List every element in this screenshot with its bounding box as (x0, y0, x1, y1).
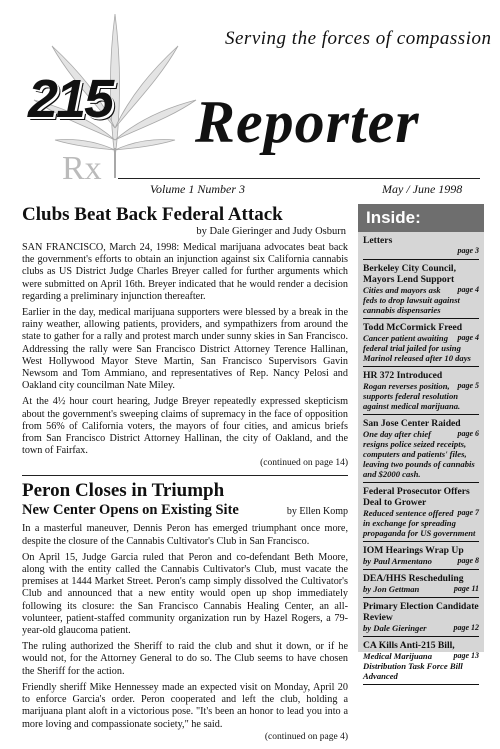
masthead-number: 215 (28, 69, 113, 129)
inside-item-desc-row (363, 429, 479, 479)
article-divider (22, 475, 348, 476)
inside-item-desc: Cities and mayors ask feds to drop lawsuit against cannabis dispensaries (363, 285, 460, 315)
inside-item-desc: Medical Marijuana Distribution Task Force Bill Advanced (363, 651, 463, 681)
issue-date: May / June 1998 (382, 182, 463, 196)
inside-list (358, 232, 484, 685)
article2-paragraph: In a masterful maneuver, Dennis Peron has emerged triumphant once more, despite the closure of the Cannabis Cultivator's Club in San Francisco. (22, 523, 348, 547)
inside-item-desc: by Jon Gettman (363, 584, 420, 594)
article2-subhead: New Center Opens on Existing Site (22, 502, 239, 519)
inside-item-desc: Rogan reverses position, supports federal resolution against medical marijuana. (363, 381, 461, 411)
article2-subhead-row (22, 502, 348, 519)
article2-continued: (continued on page 4) (264, 731, 348, 742)
inside-item-page: page 4 (457, 285, 479, 294)
inside-item-desc-row (363, 623, 479, 633)
inside-item-desc: Reduced sentence offered in exchange for spreading propaganda for US government (363, 508, 476, 538)
masthead-divider (118, 178, 480, 179)
inside-item[interactable] (363, 260, 479, 319)
inside-item[interactable] (363, 415, 479, 483)
inside-item-desc-row (363, 381, 479, 411)
article1-byline: by Dale Gieringer and Judy Osburn (196, 226, 346, 237)
article1-headline: Clubs Beat Back Federal Attack (22, 204, 283, 225)
inside-item[interactable] (363, 598, 479, 637)
inside-item-page: page 12 (453, 623, 479, 632)
article2-byline: by Ellen Komp (286, 506, 348, 518)
article1-paragraph: At the 4½ hour court hearing, Judge Breyer repeatedly expressed skepticism about the government's sweeping claims of supremacy in the face of opposition from 56% of California voters, the mayors of four cities, and amicus briefs from San Francisco District Attorney Hallinan, the city of Oakland, and the town of Fairfax. (22, 396, 348, 457)
inside-item-title: CA Kills Anti-215 Bill, (363, 640, 455, 651)
inside-item-title: DEA/HHS Rescheduling (363, 573, 464, 584)
inside-item-title: IOM Hearings Wrap Up (363, 545, 464, 556)
inside-item[interactable] (363, 319, 479, 367)
inside-item-page: page 13 (453, 651, 479, 660)
inside-item-title: Letters (363, 235, 393, 246)
inside-item-title: Todd McCormick Freed (363, 322, 463, 333)
article1-paragraph: SAN FRANCISCO, March 24, 1998: Medical marijuana advocates beat back the government's efforts to obtain an injunction against six California cannabis clubs as US District Judge Charles Breyer called for further arguments which were submitted on April 16th. Breyer indicated that he would render a decision regarding a preliminary injunction thereafter. (22, 242, 348, 302)
inside-item-desc-row (363, 584, 479, 594)
article2-paragraph: Friendly sheriff Mike Hennessey made an expected visit on Monday, April 20 to enforce Garcia's order. Peron cooperated and left the club, holding a marijuana plant aloft in a victorious pose. "It's been an honor to lead you into a more loving and compassionate society," he said. (22, 681, 348, 730)
rx-symbol: Rx (62, 150, 102, 187)
article1-continued: (continued on page 14) (260, 458, 348, 469)
inside-item[interactable] (363, 570, 479, 598)
inside-item-page: page 4 (457, 333, 479, 342)
inside-item-page: page 7 (457, 508, 479, 517)
masthead-title: Reporter (195, 89, 420, 155)
article2-headline: Peron Closes in Triumph (22, 480, 225, 502)
inside-item-title: Federal Prosecutor Offers Deal to Grower (363, 486, 470, 508)
inside-item-desc: Cancer patient awaiting federal trial jailed for using Marinol released after 10 days (363, 333, 471, 363)
inside-item-desc-row (363, 651, 479, 681)
inside-item-title: San Jose Center Raided (363, 418, 461, 429)
inside-item-page: page 8 (457, 556, 479, 565)
inside-item[interactable] (363, 232, 479, 260)
article2-paragraph: On April 15, Judge Garcia ruled that Peron and co-defendant Beth Moore, along with the entity called the Cannabis Cultivator's Club, must vacate the premises at 1444 Market Street. Peron's camp simply dissolved the Cultivator's Club and announced that a new entity would open up shop immediately following its closure: the San Francisco Cannabis Healing Center, an all-volunteer, patient-staffed community organization run by Hazel Rogers, a 79-year-old glaucoma patient. (22, 551, 348, 637)
inside-item-desc-row (363, 333, 479, 363)
inside-item[interactable] (363, 483, 479, 542)
inside-item[interactable] (363, 637, 479, 685)
inside-item-desc-row (363, 246, 479, 256)
inside-item-page: page 3 (457, 246, 479, 255)
inside-item[interactable] (363, 367, 479, 415)
masthead (0, 0, 500, 196)
inside-item-page: page 11 (453, 584, 479, 593)
masthead-tagline: Serving the forces of compassion (225, 28, 492, 49)
inside-item-desc-row (363, 508, 479, 538)
inside-sidebar (358, 204, 484, 681)
inside-item-desc: by Dale Gieringer (363, 623, 427, 633)
issue-volume: Volume 1 Number 3 (150, 182, 245, 196)
main-column (22, 204, 348, 749)
inside-heading: Inside: (358, 204, 484, 232)
inside-item-desc-row (363, 556, 479, 566)
article1-paragraph: Earlier in the day, medical marijuana supporters were blessed by a break in the rainy weather, allowing patients, providers, and sympathizers from around the state to gather for a rally and protest march under sunny skies in San Francisco. Addressing the rally were San Francisco District Attorney Terence Hallinan, West Hollywood Mayor Steve Martin, San Francisco Supervisors Gavin Newsom and Tom Ammiano, and representatives of Rep. Nancy Pelosi and Oakland city councilman Nate Miley. (22, 307, 348, 392)
inside-item-desc: by Paul Armentano (363, 556, 432, 566)
inside-item-title: Berkeley City Council, Mayors Lend Support (363, 263, 456, 285)
inside-item-page: page 5 (457, 381, 479, 390)
inside-item-page: page 6 (457, 429, 479, 438)
inside-item-desc-row (363, 285, 479, 315)
inside-item-title: Primary Election Candidate Review (363, 601, 479, 623)
article2-paragraph: The ruling authorized the Sheriff to raid the club and shut it down, or if he would not, for the Attorney General to do so. The Club seems to have chosen the Sheriff for the action. (22, 641, 348, 677)
inside-item-desc: One day after chief resigns police seized receipts, computers and patients' files, leaving two pounds of cannabis and $2000 cash. (363, 429, 475, 479)
inside-item-title: HR 372 Introduced (363, 370, 443, 381)
inside-item[interactable] (363, 542, 479, 570)
